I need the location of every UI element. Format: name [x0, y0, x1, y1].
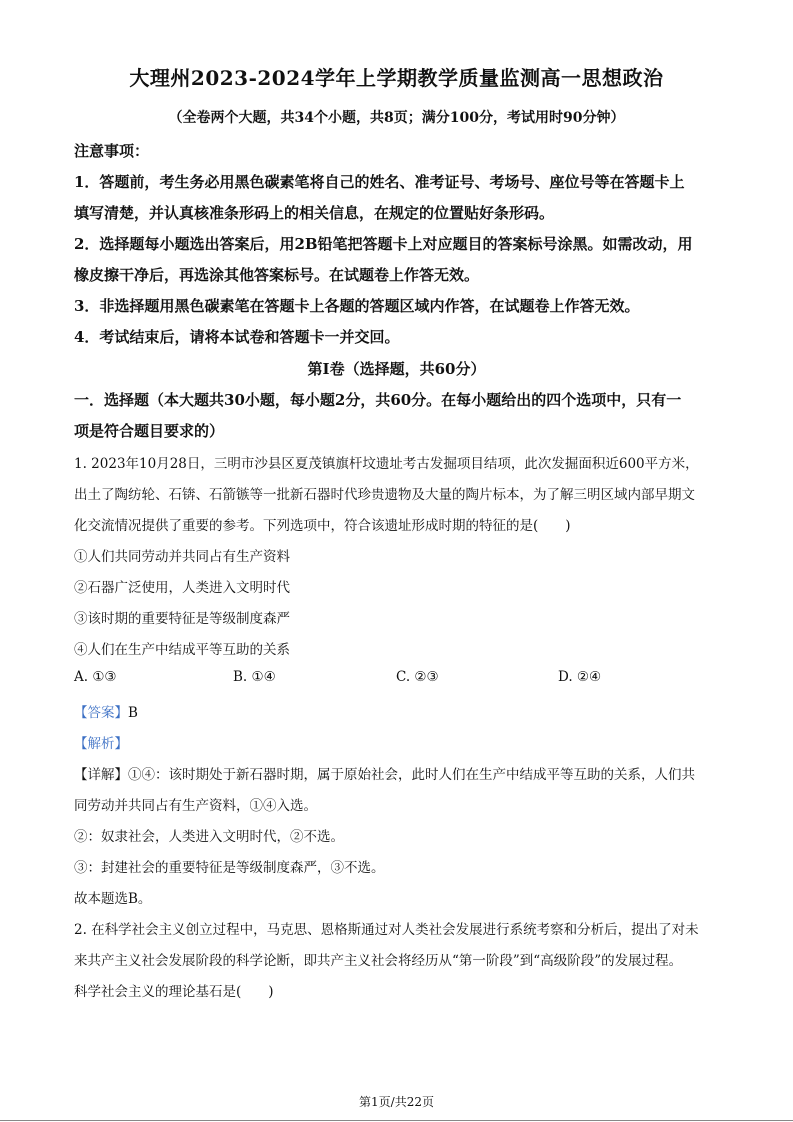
statement-2: ②石器广泛使用，人类进入文明时代	[74, 580, 290, 596]
notice-item-2-line-1: 2．选择题每小题选出答案后，用2B铅笔把答题卡上对应题目的答案标号涂黑。如需改动，用	[74, 235, 693, 253]
answer-value: B	[128, 705, 138, 721]
notice-item-1-line-2: 填写清楚，并认真核准条形码上的相关信息，在规定的位置贴好条形码。	[74, 204, 555, 222]
notice-heading: 注意事项：	[74, 142, 150, 160]
statement-1: ①人们共同劳动并共同占有生产资料	[74, 549, 290, 565]
notice-item-4: 4．考试结束后，请将本试卷和答题卡一并交回。	[74, 328, 400, 346]
answer-tag: 【答案】	[74, 705, 128, 721]
answer-row	[74, 701, 138, 721]
option-b: B. ①④	[233, 669, 276, 685]
option-a: A. ①③	[74, 669, 117, 685]
option-d: D. ②④	[558, 669, 602, 685]
page-number: 第1页/共22页	[359, 1095, 434, 1109]
section-intro-line-1: 一．选择题（本大题共30小题，每小题2分，共60分。在每小题给出的四个选项中，只有一	[74, 391, 682, 409]
section-intro-line-2: 项是符合题目要求的）	[74, 422, 225, 440]
question-1-line-2: 出土了陶纺轮、石锛、石箭镞等一批新石器时代珍贵遗物及大量的陶片标本，为了解三明区域内部早期文	[74, 487, 695, 503]
notice-item-2-line-2: 橡皮擦干净后，再选涂其他答案标号。在试题卷上作答无效。	[74, 266, 480, 284]
detail-line-1: 【详解】①④：该时期处于新石器时期，属于原始社会，此时人们在生产中结成平等互助的关系，人们共	[74, 767, 695, 783]
detail-line-3: ②：奴隶社会，人类进入文明时代，②不选。	[74, 829, 344, 845]
option-c: C. ②③	[396, 669, 439, 685]
page-bottom-divider	[0, 1120, 793, 1121]
question-2-line-2: 来共产主义社会发展阶段的科学论断，即共产主义社会将经历从“第一阶段”到“高级阶段”的发展过程。	[74, 953, 683, 969]
notice-item-3: 3．非选择题用黑色碳素笔在答题卡上各题的答题区域内作答，在试题卷上作答无效。	[74, 297, 640, 315]
detail-line-4: ③：封建社会的重要特征是等级制度森严，③不选。	[74, 860, 385, 876]
question-2-line-3: 科学社会主义的理论基石是( )	[74, 984, 274, 1000]
conclusion: 故本题选B。	[74, 891, 152, 907]
notice-item-1-line-1: 1．答题前，考生务必用黑色碳素笔将自己的姓名、准考证号、考场号、座位号等在答题卡上	[74, 173, 685, 191]
exam-info: （全卷两个大题，共34个小题，共8页；满分100分，考试用时90分钟）	[168, 110, 625, 126]
statement-4: ④人们在生产中结成平等互助的关系	[74, 642, 290, 658]
section-heading: 第I卷（选择题，共60分）	[307, 360, 486, 378]
statement-3: ③该时期的重要特征是等级制度森严	[74, 611, 290, 627]
page-title: 大理州2023-2024学年上学期教学质量监测高一思想政治	[129, 66, 664, 90]
question-2-line-1: 2. 在科学社会主义创立过程中，马克思、恩格斯通过对人类社会发展进行系统考察和分析后，提出了对未	[74, 922, 699, 938]
question-1-line-1: 1. 2023年10月28日，三明市沙县区夏茂镇旗杆坟遗址考古发掘项目结项，此次发掘面积近600平方米，	[74, 456, 699, 472]
detail-line-2: 同劳动并共同占有生产资料，①④入选。	[74, 798, 317, 814]
question-1-line-3: 化交流情况提供了重要的参考。下列选项中，符合该遗址形成时期的特征的是( )	[74, 518, 571, 534]
analysis-tag: 【解析】	[74, 736, 128, 752]
